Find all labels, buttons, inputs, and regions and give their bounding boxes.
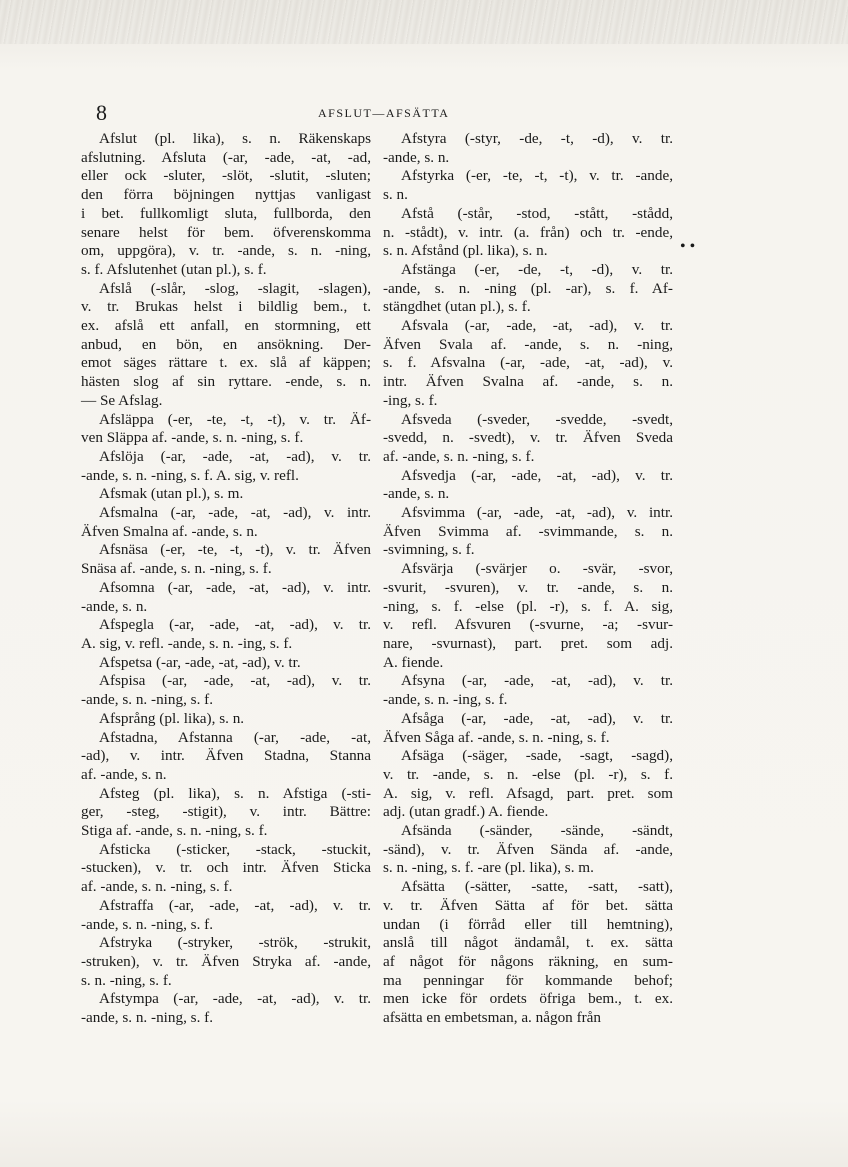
dictionary-line: Afsomna (-ar, -ade, -at, -ad), v. intr.	[99, 578, 371, 596]
dictionary-line: -struken), v. tr. Äfven Stryka af. -ande,	[81, 952, 371, 970]
dictionary-line: -ande, s. n.	[81, 597, 148, 615]
dictionary-line: Afslå (-slår, -slog, -slagit, -slagen),	[99, 279, 371, 297]
dictionary-line: af något för någons räkning, en sum-	[383, 952, 673, 970]
dictionary-line: Afsyna (-ar, -ade, -at, -ad), v. tr.	[401, 672, 673, 690]
dictionary-line: undan (i förråd eller till hemtning),	[383, 915, 673, 933]
dictionary-line: stängdhet (utan pl.), s. f.	[383, 298, 531, 316]
dictionary-line: anbud, en bön, en ansökning. Der-	[81, 335, 371, 353]
dictionary-line: A. fiende.	[383, 653, 444, 671]
left-column	[81, 130, 371, 1028]
dictionary-line: Afsvedja (-ar, -ade, -at, -ad), v. tr.	[401, 466, 673, 484]
right-column	[383, 130, 673, 1028]
dictionary-line: afslutning. Afsluta (-ar, -ade, -at, -ad,	[81, 148, 371, 166]
page-number: 8	[96, 100, 107, 125]
dictionary-line: Afsåga (-ar, -ade, -at, -ad), v. tr.	[401, 709, 673, 727]
dictionary-line: Äfven Såga af. -ande, s. n. -ning, s. f.	[383, 728, 610, 746]
dictionary-line: af. -ande, s. n. -ning, s. f.	[81, 878, 233, 896]
dictionary-line: Afstyrka (-er, -te, -t, -t), v. tr. -ande,	[401, 167, 673, 185]
dictionary-line: Afsticka (-sticker, -stack, -stuckit,	[99, 840, 371, 858]
dictionary-line: Afsända (-sänder, -sände, -sändt,	[401, 822, 673, 840]
dictionary-line: n. -stådt), v. intr. (a. från) och tr. -ende,	[383, 223, 673, 241]
dictionary-line: Afsmak (utan pl.), s. m.	[99, 485, 244, 503]
dictionary-line: om, uppgöra), v. tr. -ande, s. n. -ning,	[81, 242, 371, 260]
dictionary-line: Afslut (pl. lika), s. n. Räkenskaps	[99, 130, 371, 147]
dictionary-line: -ad), v. intr. Äfven Stadna, Stanna	[81, 747, 371, 765]
dictionary-line: -ande, s. n.	[383, 485, 450, 503]
running-head: AFSLUT—AFSÄTTA	[318, 106, 450, 120]
dictionary-line: ven Släppa af. -ande, s. n. -ning, s. f.	[81, 429, 304, 447]
dictionary-line: Afstänga (-er, -de, -t, -d), v. tr.	[401, 260, 673, 278]
dictionary-line: v. tr. Brukas helst i bildlig bem., t.	[81, 298, 371, 316]
dictionary-line: Afsveda (-sveder, -svedde, -svedt,	[401, 410, 673, 428]
dictionary-line: v. tr. -ande, s. n. -else (pl. -r), s. f.	[383, 765, 673, 783]
dictionary-line: -ande, s. n.	[383, 148, 450, 166]
dictionary-line: -stucken), v. tr. och intr. Äfven Sticka	[81, 859, 371, 877]
dictionary-line: v. tr. Äfven Sätta af för bet. sätta	[383, 896, 673, 914]
dictionary-line: Afstraffa (-ar, -ade, -at, -ad), v. tr.	[99, 896, 371, 914]
dictionary-line: -svedd, n. -svedt), v. tr. Äfven Sveda	[383, 429, 673, 447]
dictionary-line: senare helst för bem. öfverenskomma	[81, 223, 371, 241]
dictionary-line: nare, -svurnast), part. pret. som adj.	[383, 634, 673, 652]
dictionary-line: -ande, s. n. -ning, s. f. A. sig, v. refl.	[81, 466, 299, 484]
dictionary-line: Afsätta (-sätter, -satte, -satt, -satt),	[401, 878, 673, 896]
dictionary-line: eller ock -sluter, -slöt, -slutit, -sluten;	[81, 167, 371, 185]
dictionary-line: s. f. Afsvalna (-ar, -ade, -at, -ad), v.	[383, 354, 673, 372]
dictionary-line: Stiga af. -ande, s. n. -ning, s. f.	[81, 822, 268, 840]
dictionary-line: -ande, s. n. -ning, s. f.	[81, 1009, 214, 1027]
dictionary-line: -ning, s. f. -else (pl. -r), s. f. A. sig,	[383, 597, 673, 615]
dictionary-line: Äfven Svimma af. -svimmande, s. n.	[383, 522, 673, 540]
dictionary-line: -ande, s. n. -ning, s. f.	[81, 691, 214, 709]
dictionary-line: afsätta en embetsman, a. någon från	[383, 1009, 602, 1027]
dictionary-line: Afsäga (-säger, -sade, -sagt, -sagd),	[401, 747, 673, 765]
dictionary-line: s. n. Afstånd (pl. lika), s. n.	[383, 242, 548, 260]
dictionary-line: intr. Äfven Svalna af. -ande, s. n.	[383, 373, 673, 391]
dictionary-line: Afstyra (-styr, -de, -t, -d), v. tr.	[401, 130, 673, 147]
dictionary-line: af. -ande, s. n.	[81, 765, 167, 783]
dictionary-line: Afstadna, Afstanna (-ar, -ade, -at,	[99, 728, 371, 746]
dictionary-line: men icke för ordets öfriga bem., t. ex.	[383, 990, 673, 1008]
dictionary-line: den förra böjningen nyttjas vanligast	[81, 186, 371, 204]
dictionary-line: Afsmalna (-ar, -ade, -at, -ad), v. intr.	[99, 504, 371, 522]
dictionary-line: Äfven Smalna af. -ande, s. n.	[81, 522, 258, 540]
dictionary-line: s. f. Afslutenhet (utan pl.), s. f.	[81, 260, 267, 278]
dictionary-line: Afsvala (-ar, -ade, -at, -ad), v. tr.	[401, 317, 673, 335]
dictionary-line: Afsläppa (-er, -te, -t, -t), v. tr. Äf-	[99, 410, 371, 428]
dictionary-line: Afstå (-står, -stod, -stått, -stådd,	[401, 204, 673, 222]
dictionary-line: -sänd), v. tr. Äfven Sända af. -ande,	[383, 840, 673, 858]
dictionary-line: -ande, s. n. -ing, s. f.	[383, 691, 508, 709]
dictionary-line: anslå till något ändamål, t. ex. sätta	[383, 934, 673, 952]
dictionary-line: Afslöja (-ar, -ade, -at, -ad), v. tr.	[99, 447, 371, 465]
dictionary-line: -svurit, -svuren), v. tr. -ande, s. n.	[383, 578, 673, 596]
dictionary-line: Afsteg (pl. lika), s. n. Afstiga (-sti-	[99, 784, 371, 802]
dictionary-line: s. n.	[383, 186, 408, 204]
dictionary-line: Afspisa (-ar, -ade, -at, -ad), v. tr.	[99, 672, 371, 690]
dictionary-line: Afspegla (-ar, -ade, -at, -ad), v. tr.	[99, 616, 371, 634]
dictionary-line: -svimning, s. f.	[383, 541, 475, 559]
dictionary-line: Afsnäsa (-er, -te, -t, -t), v. tr. Äfven	[99, 541, 371, 559]
dictionary-line: v. refl. Afsvuren (-svurne, -a; -svur-	[383, 616, 673, 634]
dictionary-line: ma penningar för kommande behof;	[383, 971, 673, 989]
dictionary-line: emot säges rättare t. ex. slå af käppen;	[81, 354, 371, 372]
dictionary-line: Afstryka (-stryker, -strök, -strukit,	[99, 934, 371, 952]
dictionary-line: i bet. fullkomligt sluta, fullborda, den	[81, 204, 371, 222]
dictionary-line: Afsvimma (-ar, -ade, -at, -ad), v. intr.	[401, 504, 673, 522]
dictionary-line: Afspetsa (-ar, -ade, -at, -ad), v. tr.	[99, 653, 301, 671]
dictionary-line: -ande, s. n. -ning (pl. -ar), s. f. Af-	[383, 279, 673, 297]
dictionary-line: Äfven Svala af. -ande, s. n. -ning,	[383, 335, 673, 353]
dictionary-line: A. sig, v. refl. -ande, s. n. -ing, s. f.	[81, 634, 293, 652]
dictionary-line: Afstympa (-ar, -ade, -at, -ad), v. tr.	[99, 990, 371, 1008]
dictionary-line: adj. (utan gradf.) A. fiende.	[383, 803, 549, 821]
dictionary-line: Snäsa af. -ande, s. n. -ning, s. f.	[81, 560, 272, 578]
scan-edge	[0, 0, 848, 44]
dictionary-line: af. -ande, s. n. -ning, s. f.	[383, 447, 535, 465]
dictionary-line: Afsprång (pl. lika), s. n.	[99, 709, 245, 727]
dictionary-line: hästen slog af sin ryttare. -ende, s. n.	[81, 373, 371, 391]
dictionary-line: -ing, s. f.	[383, 391, 438, 409]
dictionary-line: A. sig, v. refl. Afsagd, part. pret. som	[383, 784, 673, 802]
dictionary-line: -ande, s. n. -ning, s. f.	[81, 915, 214, 933]
dictionary-line: s. n. -ning, s. f. -are (pl. lika), s. m.	[383, 859, 594, 877]
dictionary-line: ger, -steg, -stigit), v. intr. Bättre:	[81, 803, 371, 821]
dictionary-line: Afsvärja (-svärjer o. -svär, -svor,	[401, 560, 673, 578]
dictionary-line: — Se Afslag.	[81, 391, 163, 409]
dictionary-line: s. n. -ning, s. f.	[81, 971, 172, 989]
margin-mark: • •	[680, 238, 696, 255]
dictionary-line: ex. afslå ett anfall, en stormning, ett	[81, 317, 371, 335]
